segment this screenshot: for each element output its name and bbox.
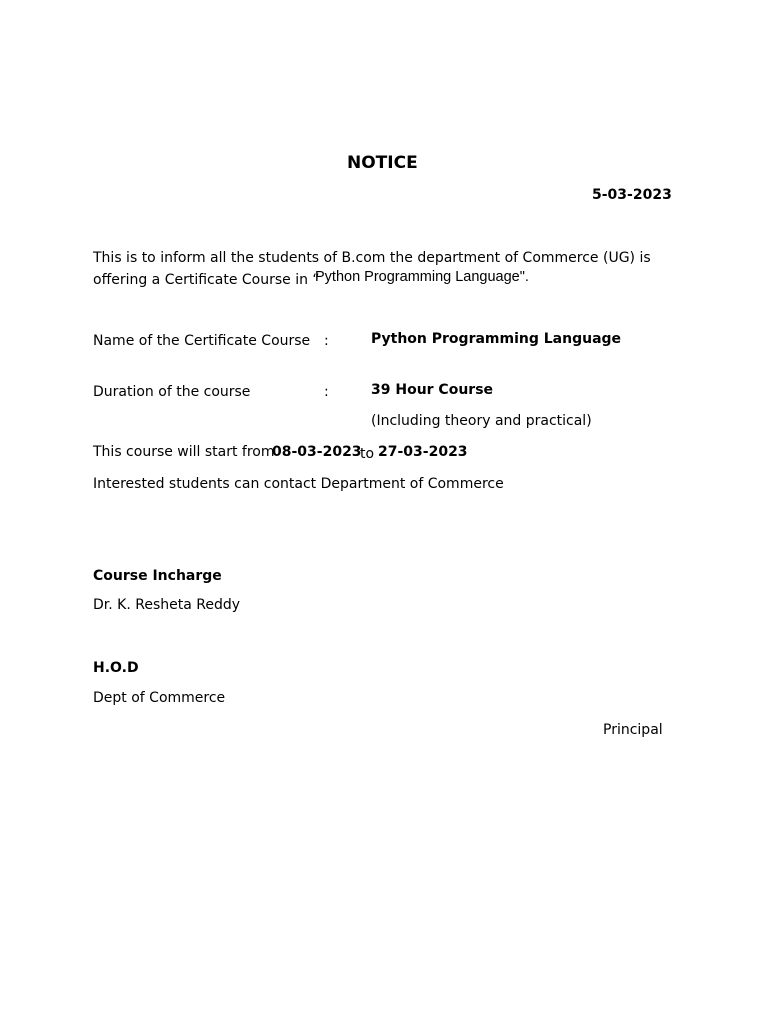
duration-separator: : [324, 384, 329, 400]
intro-line-1: This is to inform all the students of B.com the department of Commerce (UG) is [93, 250, 651, 266]
duration-value: 39 Hour Course [371, 382, 494, 398]
course-name-label: Name of the Certificate Course [93, 333, 311, 349]
principal-signature-label: Principal [603, 722, 663, 738]
incharge-name: Dr. K. Resheta Reddy [93, 597, 241, 613]
schedule-connector: to [360, 446, 375, 462]
intro-line-2-prefix: offering a Certificate Course in “ [93, 272, 320, 288]
duration-label: Duration of the course [93, 384, 251, 400]
notice-date: 5-03-2023 [592, 187, 672, 203]
duration-note: (Including theory and practical) [371, 413, 592, 429]
incharge-heading: Course Incharge [93, 568, 222, 584]
hod-department: Dept of Commerce [93, 690, 226, 706]
course-name-value: Python Programming Language [371, 331, 622, 347]
schedule-end-date: 27-03-2023 [378, 444, 468, 460]
schedule-prefix: This course will start from [93, 444, 275, 460]
notice-title: NOTICE [347, 153, 418, 173]
hod-heading: H.O.D [93, 660, 139, 676]
schedule-start-date: 08-03-2023 [272, 444, 362, 460]
intro-course-name: Python Programming Language". [315, 269, 529, 285]
contact-line: Interested students can contact Department of Commerce [93, 476, 504, 492]
course-name-separator: : [324, 333, 329, 349]
